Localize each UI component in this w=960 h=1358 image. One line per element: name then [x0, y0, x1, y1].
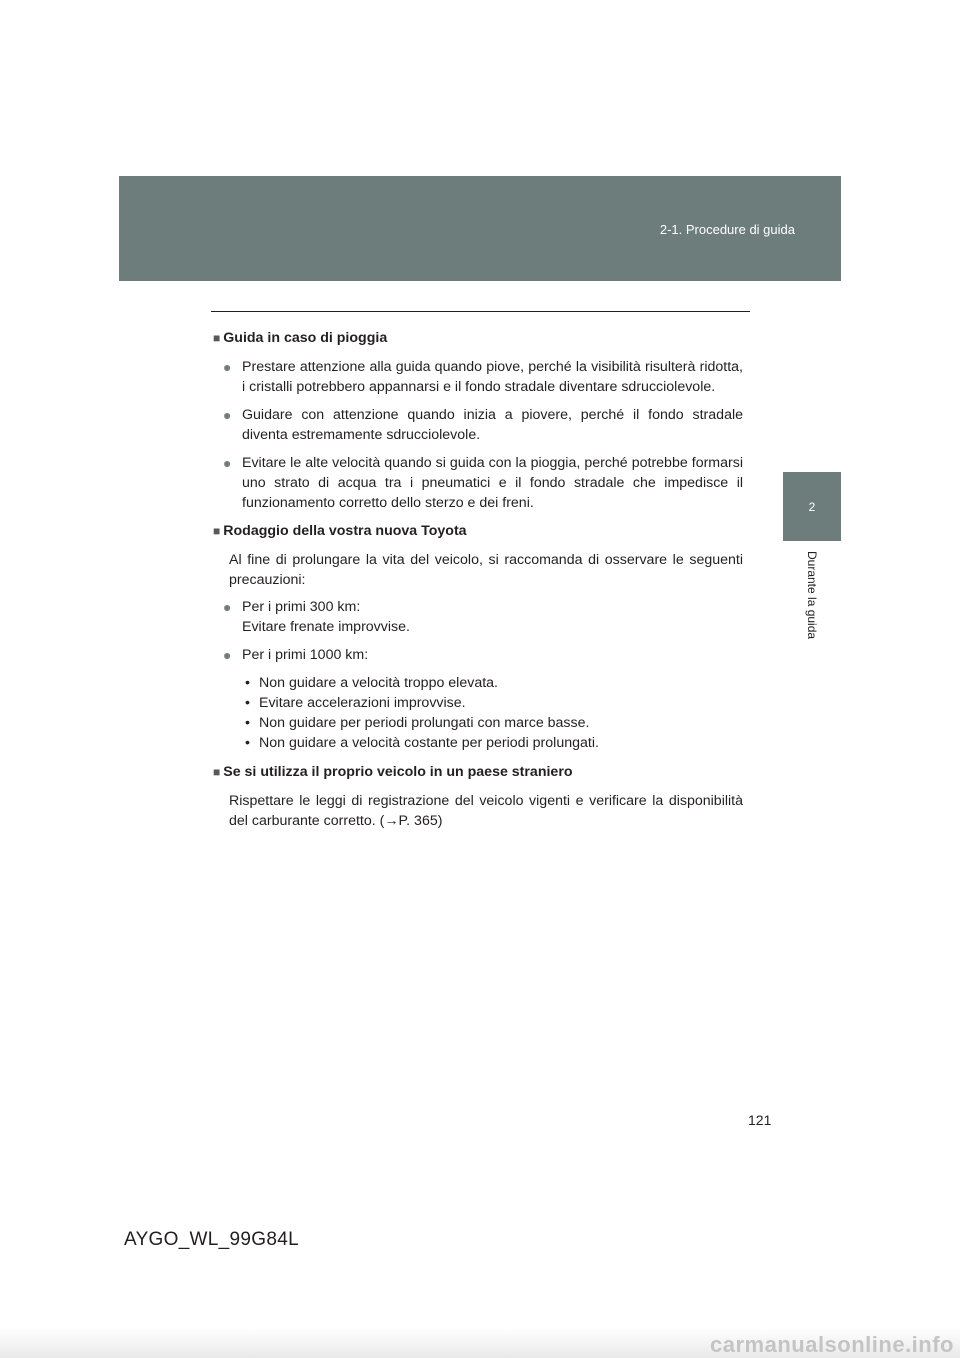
- circle-bullet-icon: ●: [223, 455, 232, 471]
- list-item: ● Prestare attenzione alla guida quando piove, perché la visibilità risulterà ridotta, i cristalli potrebbero appannarsi e il fondo stradale diventare sdrucciolevole.: [223, 359, 743, 395]
- sub-list-item: • Non guidare a velocità troppo elevata.: [245, 675, 498, 691]
- sub-list-item: • Non guidare a velocità costante per periodi prolungati.: [245, 735, 599, 751]
- list-item: ● Guidare con attenzione quando inizia a piovere, perché il fondo stradale diventa estremamente sdrucciolevole.: [223, 407, 743, 443]
- chapter-number: 2: [808, 500, 816, 514]
- square-bullet-icon: ■: [213, 524, 221, 538]
- square-bullet-icon: ■: [213, 331, 221, 345]
- section-title: 2-1. Procedure di guida: [659, 222, 795, 237]
- header-rule: [211, 311, 750, 312]
- square-bullet-icon: ■: [213, 765, 221, 779]
- chapter-tab: [783, 472, 841, 541]
- sub-list: [213, 673, 743, 753]
- header-band: [119, 176, 841, 281]
- sub-list-item: • Non guidare per periodi prolungati con marce basse.: [245, 715, 590, 731]
- circle-bullet-icon: ●: [223, 599, 232, 615]
- section-heading-rain: ■ Guida in caso di pioggia: [213, 330, 388, 346]
- document-code: AYGO_WL_99G84L: [124, 1229, 299, 1250]
- circle-bullet-icon: ●: [223, 407, 232, 423]
- page-number: 121: [748, 1112, 772, 1128]
- list-item: ● Evitare le alte velocità quando si guida con la pioggia, perché potrebbe formarsi uno strato di acqua tra i pneumatici e il fondo stradale che impedisce il funzionamento corretto dello sterzo e dei freni.: [223, 455, 743, 511]
- page-content: [213, 328, 743, 838]
- section-heading-abroad: ■ Se si utilizza il proprio veicolo in un paese straniero: [213, 764, 573, 780]
- chapter-label: Durante la guida: [805, 551, 819, 640]
- sub-list-item: • Evitare accelerazioni improvvise.: [245, 695, 466, 711]
- breakin-intro: Al fine di prolungare la vita del veicolo, si raccomanda di osservare le seguenti precauzioni:: [229, 552, 743, 588]
- watermark: carmanualsonline.info: [710, 1332, 954, 1357]
- list-item: ● Per i primi 1000 km:: [223, 647, 369, 663]
- abroad-text: Rispettare le leggi di registrazione del veicolo vigenti e verificare la disponibilità del carburante corretto. (→P. 365): [229, 793, 743, 829]
- circle-bullet-icon: ●: [223, 359, 232, 375]
- section-heading-breakin: ■ Rodaggio della vostra nuova Toyota: [213, 523, 467, 539]
- circle-bullet-icon: ●: [223, 647, 232, 663]
- list-item: ● Per i primi 300 km: Evitare frenate improvvise.: [223, 599, 410, 635]
